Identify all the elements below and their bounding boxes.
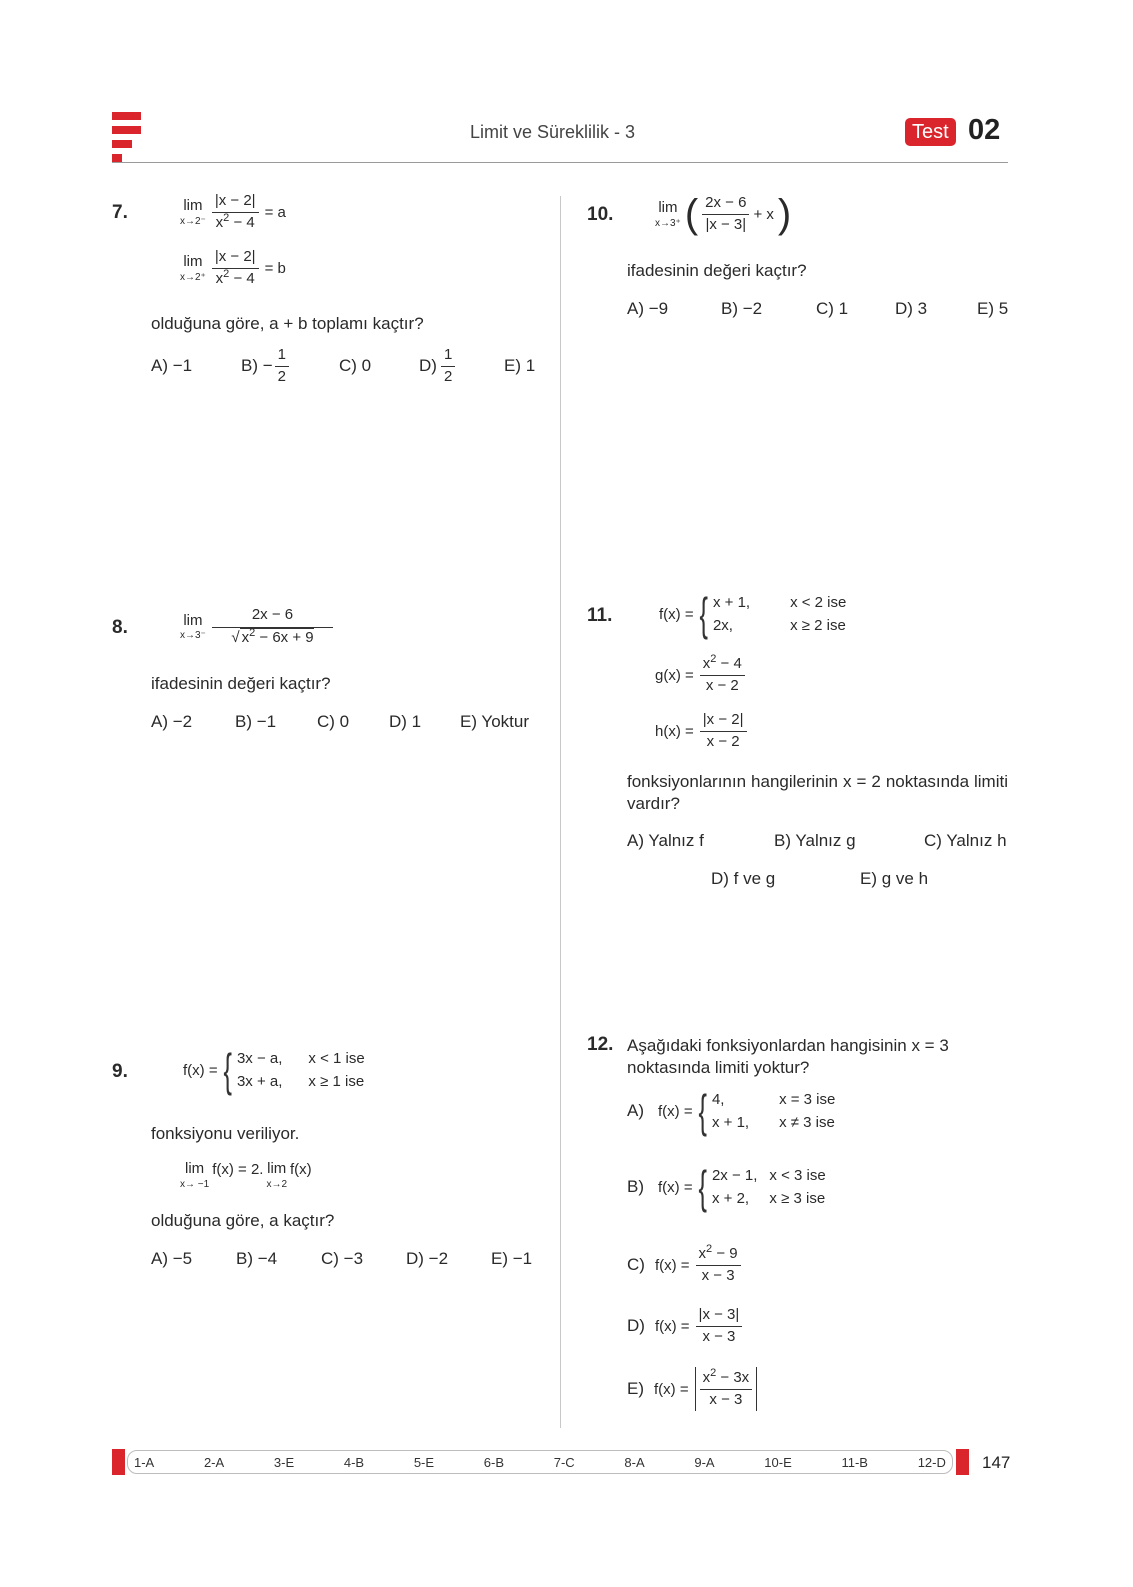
- case-condition: x ≥ 1 ise: [308, 1073, 365, 1090]
- limit-expression: [180, 606, 333, 648]
- option-e[interactable]: E) Yoktur: [460, 712, 529, 731]
- option-e[interactable]: E) f(x) = $\frac{x^2 - 3x}{x - 3}$: [627, 1367, 757, 1411]
- option-b[interactable]: B) − $\frac{1}{2}$: [241, 346, 289, 387]
- lim-subscript: x→3⁻: [180, 630, 206, 641]
- option-a[interactable]: A) −2: [151, 712, 193, 731]
- function-g: g(x) = $\frac{x^2 - 4}{x - 2}$: [655, 655, 745, 696]
- option-b[interactable]: B) −4: [236, 1249, 278, 1268]
- question-number: 8.: [112, 617, 128, 638]
- piecewise-function-f: f(x) = { x + 1, x < 2 ise 2x, x ≥ 2 ise: [659, 588, 847, 640]
- option-e[interactable]: E) g ve h: [860, 869, 929, 888]
- question-text: olduğuna göre, a + b toplamı kaçtır?: [151, 314, 424, 333]
- option-c[interactable]: C) 0: [317, 712, 350, 731]
- case-expression: 3x + a,: [236, 1073, 283, 1090]
- option-d[interactable]: D) −2: [406, 1249, 449, 1268]
- page-title: Limit ve Süreklilik - 3: [470, 122, 636, 142]
- brace-icon: {: [698, 1161, 707, 1213]
- option-b[interactable]: B) Yalnız g: [774, 831, 856, 850]
- absolute-bar: [756, 1367, 757, 1411]
- test-badge: Test: [905, 118, 956, 146]
- option-e[interactable]: E) 5: [977, 299, 1009, 318]
- brace-icon: {: [698, 1085, 707, 1137]
- question-number: 7.: [112, 202, 128, 223]
- brace-icon: {: [699, 588, 708, 640]
- option-e[interactable]: E) −1: [491, 1249, 533, 1268]
- lim-label: lim: [183, 253, 203, 270]
- equals-a: = a: [264, 203, 286, 221]
- question-number: 12.: [587, 1034, 614, 1055]
- option-d[interactable]: D) 1: [389, 712, 422, 731]
- denominator: $x^2 - 4$: [215, 211, 255, 231]
- question-text: fonksiyonlarının hangilerinin x = 2 noktasında limiti vardır?: [627, 772, 1008, 813]
- case-expression: 3x − a,: [236, 1050, 283, 1067]
- question-text: fonksiyonu veriliyor.: [151, 1124, 300, 1143]
- lim-subscript: x→2⁻: [180, 215, 206, 227]
- option-d[interactable]: D) f ve g: [711, 869, 776, 888]
- question-number: 9.: [112, 1061, 128, 1082]
- option-a[interactable]: A) −9: [627, 299, 669, 318]
- answer-key-item: 1-A: [134, 1454, 155, 1470]
- answer-key-item: 2-A: [203, 1454, 225, 1470]
- brace-icon: {: [223, 1044, 232, 1096]
- header-rule: [112, 162, 1008, 163]
- answer-key-item: 12-D: [917, 1454, 946, 1470]
- answer-key-item: 11-B: [841, 1454, 868, 1470]
- answer-key-item: 7-C: [553, 1454, 575, 1470]
- lim-label: lim: [183, 611, 203, 629]
- question-text: ifadesinin değeri kaçtır?: [627, 261, 807, 280]
- question-number: 11.: [587, 605, 613, 626]
- denominator: √ $x^2 - 6x + 9$: [231, 626, 314, 646]
- option-d[interactable]: D) 3: [895, 299, 928, 318]
- question-number: 10.: [587, 204, 614, 225]
- question-text: Aşağıdaki fonksiyonlardan hangisinin x = 3 noktasında limiti yoktur?: [627, 1036, 949, 1077]
- answer-key-item: 4-B: [343, 1454, 365, 1470]
- footer-accent-left: [112, 1449, 125, 1475]
- equals-b: = b: [264, 259, 286, 277]
- option-c[interactable]: C) 0: [339, 356, 372, 375]
- option-a[interactable]: A) Yalnız f: [627, 831, 704, 850]
- option-a[interactable]: A) −5: [151, 1249, 193, 1268]
- answer-key-bar: [127, 1450, 953, 1474]
- option-e[interactable]: E) 1: [504, 356, 536, 375]
- option-c[interactable]: C) −3: [321, 1249, 364, 1268]
- option-c[interactable]: C) Yalnız h: [924, 831, 1007, 850]
- function-h: h(x) = $\frac{|x - 2|}{x - 2}$: [655, 711, 747, 752]
- piecewise-function: [183, 1044, 365, 1096]
- option-d[interactable]: D) f(x) = $\frac{|x - 3|}{x - 3}$: [627, 1306, 742, 1347]
- limit-expression-a: [180, 192, 286, 233]
- absolute-bar: [695, 1367, 696, 1411]
- option-c[interactable]: C) f(x) = $\frac{x^2 - 9}{x - 3}$: [627, 1245, 741, 1286]
- lim-subscript: x→2⁺: [180, 271, 206, 283]
- option-a[interactable]: A) f(x) = { 4, x = 3 ise x + 1, x ≠ 3 ise: [627, 1085, 836, 1137]
- answer-key-item: 6-B: [483, 1454, 504, 1470]
- answer-key-item: 3-E: [273, 1454, 295, 1470]
- lim-label: lim: [183, 197, 203, 214]
- limit-equation: lim x→ −1 f(x) = 2. lim x→2 f(x): [180, 1160, 312, 1190]
- limit-expression-b: [180, 248, 286, 289]
- publisher-logo: [112, 112, 142, 154]
- answer-key-item: 8-A: [624, 1454, 645, 1470]
- numerator: 2x − 6: [212, 606, 333, 628]
- numerator: |x − 2|: [212, 248, 259, 269]
- answer-key-item: 10-E: [764, 1454, 792, 1470]
- option-c[interactable]: C) 1: [816, 299, 849, 318]
- question-text: ifadesinin değeri kaçtır?: [151, 674, 331, 693]
- footer-accent-right: [956, 1449, 969, 1475]
- denominator: $x^2 - 4$: [215, 267, 255, 287]
- option-b[interactable]: B) −2: [721, 299, 763, 318]
- option-b[interactable]: B) −1: [235, 712, 277, 731]
- option-a[interactable]: A) −1: [151, 356, 193, 375]
- answer-key-item: 5-E: [413, 1454, 435, 1470]
- option-d[interactable]: D) $\frac{1}{2}$: [419, 346, 455, 387]
- limit-expression: lim x→3⁺ ( $\frac{2x - 6}{|x - 3|}$ + x ): [655, 192, 792, 237]
- page-number: 147: [982, 1453, 1011, 1472]
- column-divider: [560, 196, 561, 1428]
- question-text: olduğuna göre, a kaçtır?: [151, 1211, 335, 1230]
- answer-key-item: 9-A: [694, 1454, 715, 1470]
- test-number: 02: [968, 114, 1001, 146]
- case-condition: x < 1 ise: [308, 1050, 365, 1067]
- numerator: |x − 2|: [212, 192, 259, 213]
- function-label: f(x) =: [183, 1061, 218, 1079]
- option-b[interactable]: B) f(x) = { 2x − 1, x < 3 ise x + 2, x ≥ 3 ise: [627, 1161, 826, 1213]
